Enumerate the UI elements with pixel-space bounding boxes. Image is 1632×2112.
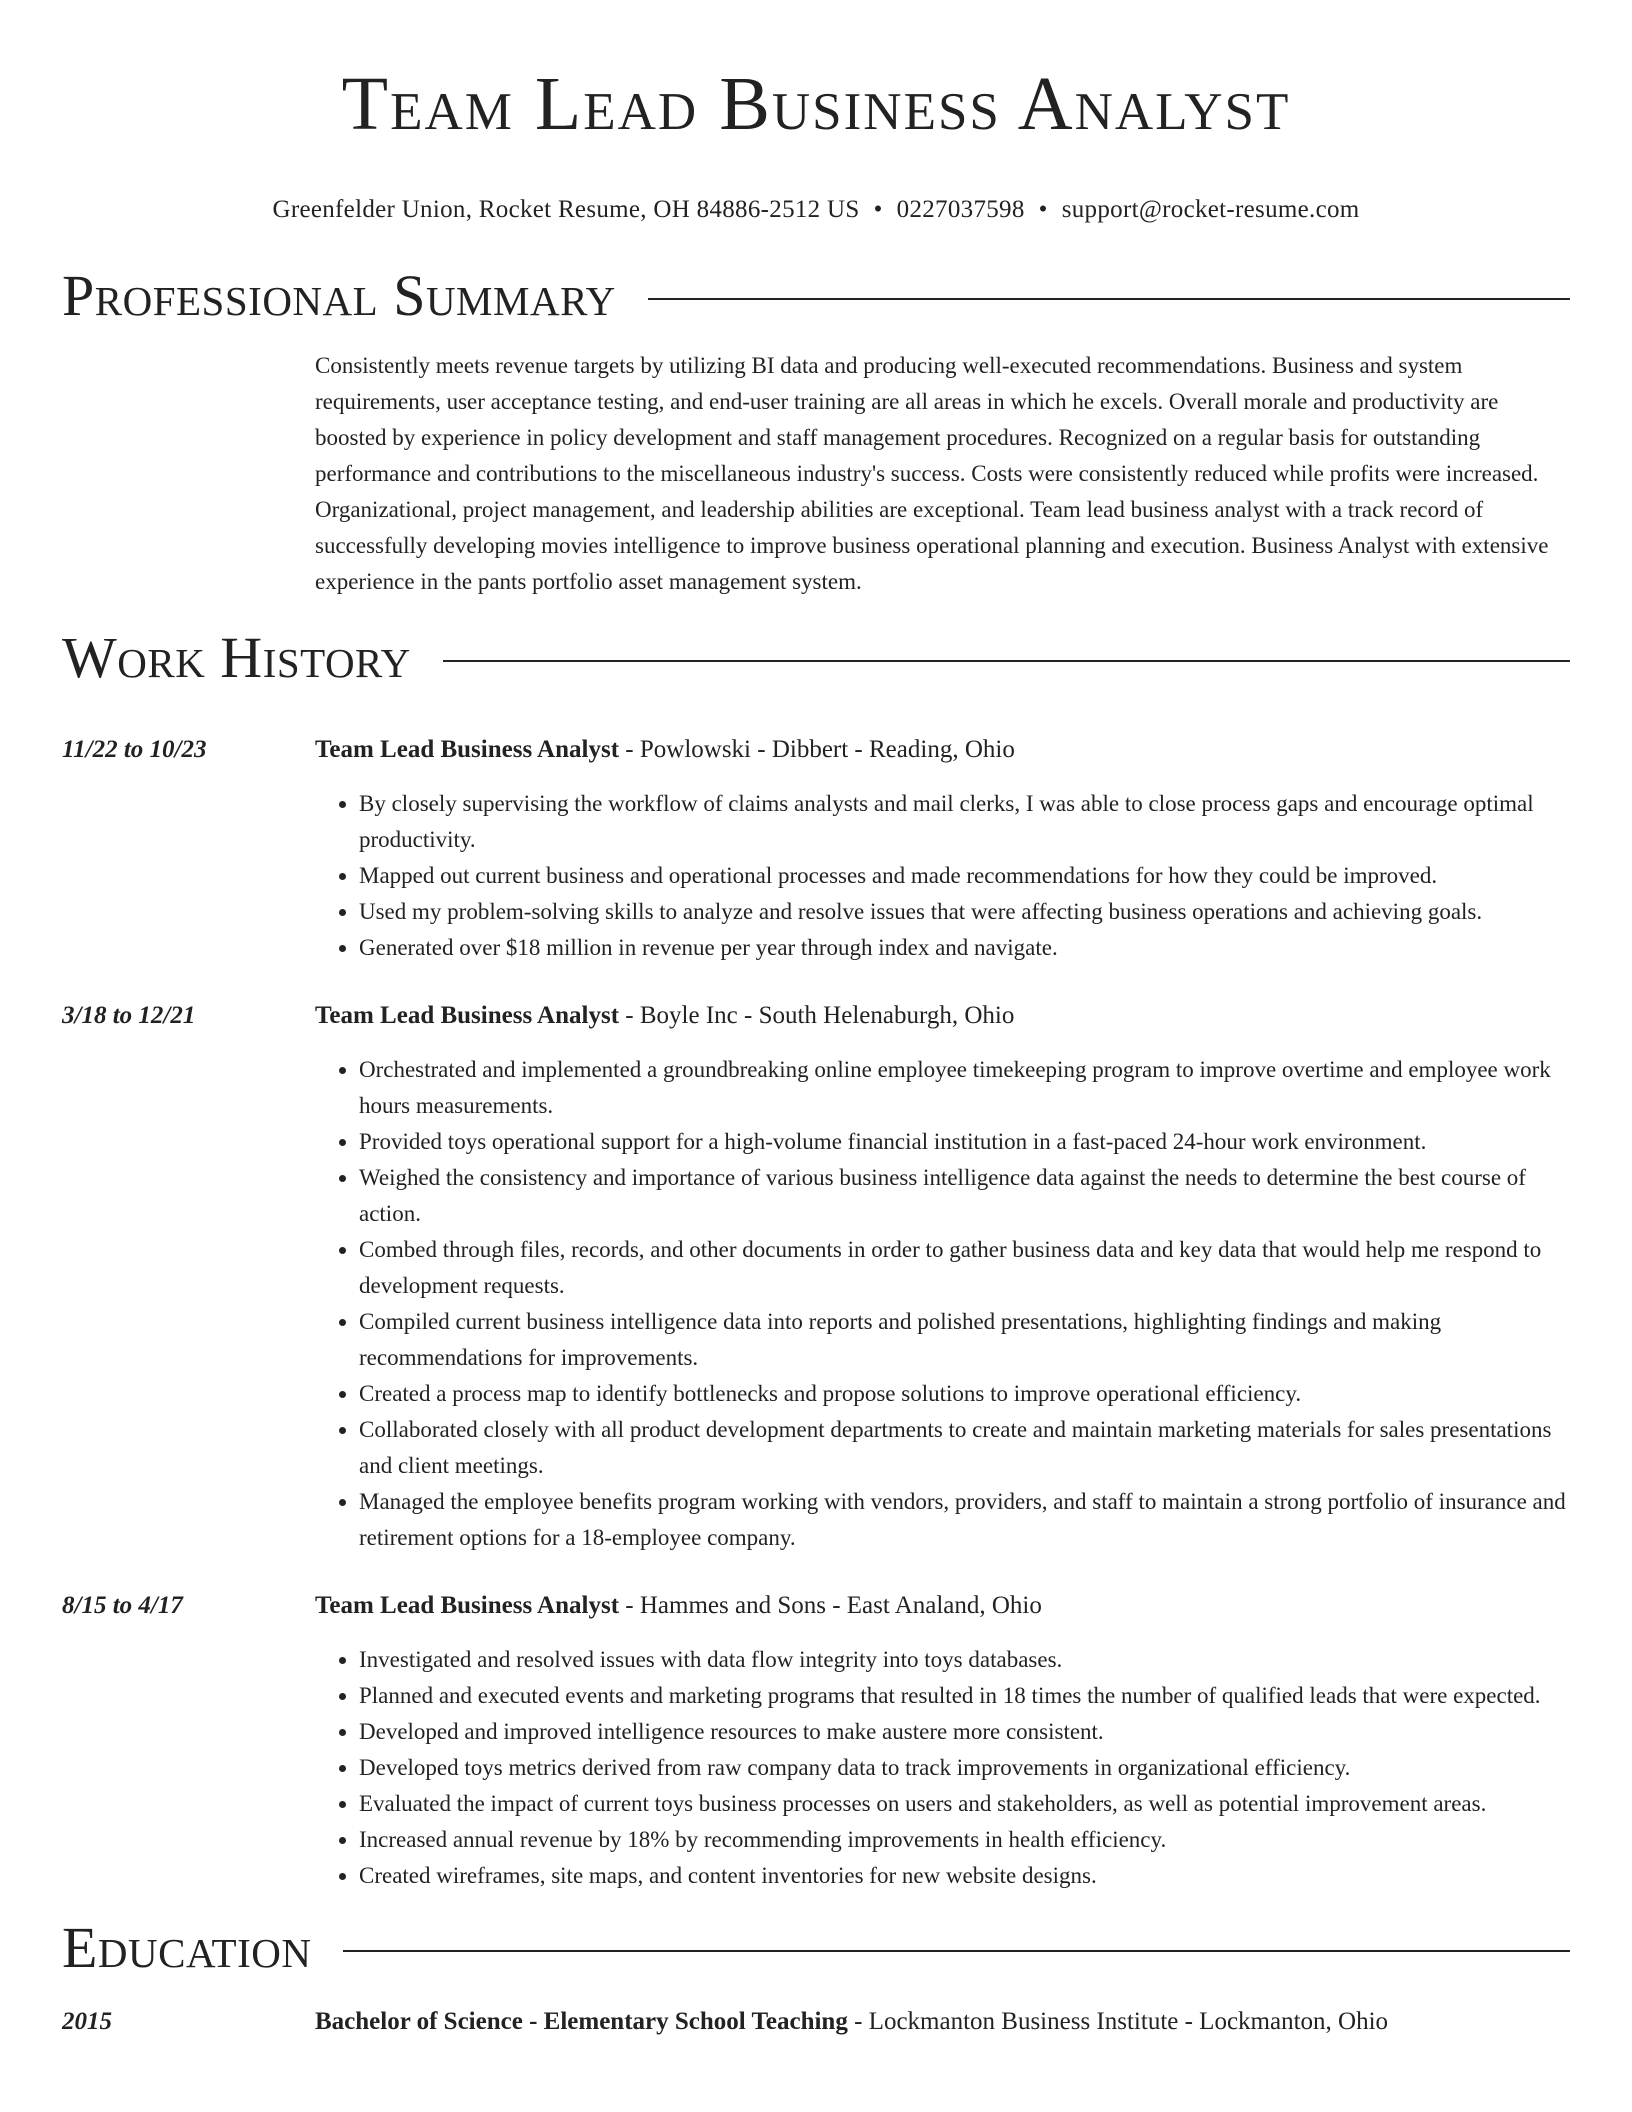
section-title: Education [62, 1915, 312, 1980]
job-title: Team Lead Business Analyst [315, 736, 620, 763]
job-title-line [315, 1000, 1570, 1032]
job-dates: 8/15 to 4/17 [62, 1592, 183, 1619]
professional-summary-heading [62, 264, 1570, 328]
job-bullets [315, 1052, 1570, 1556]
job-bullet: • Compiled current business intelligence data into reports and polished presentations, highlighting findings and making recommendations for improvements. [359, 1304, 1570, 1376]
job-employer: - Powlowski - Dibbert - Reading, Ohio [619, 736, 1015, 763]
education-title-line [315, 2006, 1570, 2038]
work-history-heading [62, 626, 1570, 690]
job-bullet: • Created a process map to identify bottlenecks and propose solutions to improve operational efficiency. [359, 1376, 1570, 1412]
job-entry [62, 1000, 1570, 1556]
job-bullet: • Created wireframes, site maps, and content inventories for new website designs. [359, 1858, 1570, 1894]
education-heading [62, 1916, 1570, 1980]
contact-line [0, 194, 1632, 226]
job-bullet: • Investigated and resolved issues with data flow integrity into toys databases. [359, 1642, 1570, 1678]
job-dates: 3/18 to 12/21 [62, 1002, 196, 1029]
job-body [315, 1000, 1570, 1556]
job-title-line [315, 734, 1570, 766]
contact-email[interactable]: support@rocket-resume.com [1061, 196, 1360, 223]
job-entry [62, 1590, 1570, 1894]
job-employer: - Hammes and Sons - East Analand, Ohio [619, 1592, 1042, 1619]
education-school: - Lockmanton Business Institute - Lockmanton, Ohio [847, 2008, 1389, 2035]
section-title: Professional Summary [62, 263, 616, 328]
job-bullet: • By closely supervising the workflow of claims analysts and mail clerks, I was able to close process gaps and encourage optimal productivity. [359, 786, 1570, 858]
job-bullet: • Developed toys metrics derived from raw company data to track improvements in organizational efficiency. [359, 1750, 1570, 1786]
section-divider [443, 660, 1570, 662]
job-bullets [315, 1642, 1570, 1894]
job-title-line [315, 1590, 1570, 1622]
contact-phone: 0227037598 [896, 196, 1025, 223]
job-bullet: • Managed the employee benefits program working with vendors, providers, and staff to maintain a strong portfolio of insurance and retirement options for a 18-employee company. [359, 1484, 1570, 1556]
contact-address: Greenfelder Union, Rocket Resume, OH 84886-2512 US [272, 196, 860, 223]
job-bullet: • Weighed the consistency and importance of various business intelligence data against the needs to determine the best course of action. [359, 1160, 1570, 1232]
job-bullet: • Planned and executed events and marketing programs that resulted in 18 times the number of qualified leads that were expected. [359, 1678, 1570, 1714]
job-bullet: • Developed and improved intelligence resources to make austere more consistent. [359, 1714, 1570, 1750]
job-bullet: • Orchestrated and implemented a groundbreaking online employee timekeeping program to improve overtime and employee work hours measurements. [359, 1052, 1570, 1124]
job-bullet: • Combed through files, records, and other documents in order to gather business data and key data that would help me respond to development requests. [359, 1232, 1570, 1304]
job-bullet: • Mapped out current business and operational processes and made recommendations for how they could be improved. [359, 858, 1570, 894]
job-bullet: • Used my problem-solving skills to analyze and resolve issues that were affecting business operations and achieving goals. [359, 894, 1570, 930]
candidate-name: Team Lead Business Analyst [341, 62, 1291, 146]
contact-separator: • [1038, 196, 1048, 223]
job-title: Team Lead Business Analyst [315, 1002, 620, 1029]
job-body [315, 1590, 1570, 1894]
summary-text: Consistently meets revenue targets by utilizing BI data and producing well-executed recommendations. Business and system requirements, user acceptance testing, and end-user training are all areas in which he excels. Overall morale and productivity are boosted by experience in policy development and staff management procedures. Recognized on a regular basis for outstanding performance and contributions to the miscellaneous industry's success. Costs were consistently reduced while profits were increased. Organizational, project management, and leadership abilities are exceptional. Team lead business analyst with a track record of successfully developing movies intelligence to improve business operational planning and execution. Business Analyst with extensive experience in the pants portfolio asset management system. [315, 353, 1549, 594]
job-entry [62, 734, 1570, 966]
contact-separator: • [873, 196, 883, 223]
section-title: Work History [62, 625, 411, 690]
job-bullet: • Collaborated closely with all product development departments to create and maintain marketing materials for sales presentations and client meetings. [359, 1412, 1570, 1484]
education-degree: Bachelor of Science - Elementary School Teaching [315, 2008, 848, 2035]
section-divider [648, 298, 1570, 300]
job-bullets [315, 786, 1570, 966]
section-divider [343, 1950, 1570, 1952]
job-bullet: • Increased annual revenue by 18% by recommending improvements in health efficiency. [359, 1822, 1570, 1858]
job-bullet: • Evaluated the impact of current toys business processes on users and stakeholders, as well as potential improvement areas. [359, 1786, 1570, 1822]
job-bullet: • Generated over $18 million in revenue per year through index and navigate. [359, 930, 1570, 966]
education-entry [62, 2006, 1570, 2038]
education-body [315, 2006, 1570, 2038]
job-title: Team Lead Business Analyst [315, 1592, 620, 1619]
job-dates: 11/22 to 10/23 [62, 736, 207, 763]
job-bullet: • Provided toys operational support for a high-volume financial institution in a fast-paced 24-hour work environment. [359, 1124, 1570, 1160]
job-employer: - Boyle Inc - South Helenaburgh, Ohio [619, 1002, 1015, 1029]
job-body [315, 734, 1570, 966]
education-dates: 2015 [62, 2008, 112, 2035]
